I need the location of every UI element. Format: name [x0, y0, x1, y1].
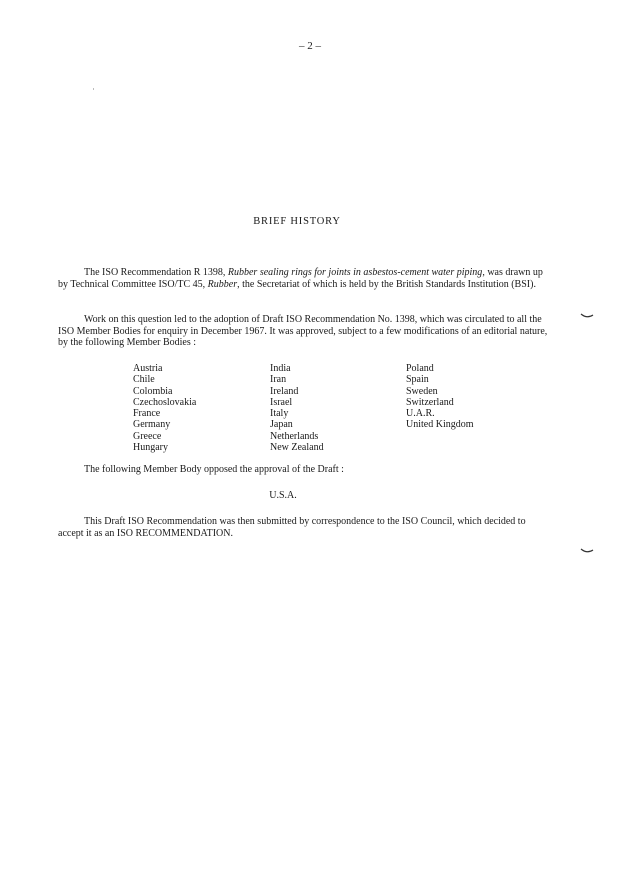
member-body: Iran [270, 374, 287, 386]
scan-speck [93, 88, 94, 90]
member-column-1 [133, 363, 196, 453]
margin-tick-mark [580, 548, 594, 554]
member-body: United Kingdom [406, 419, 474, 431]
member-body: Italy [270, 408, 289, 420]
opposing-member-body: U.S.A. [269, 490, 297, 501]
member-body: Germany [133, 419, 171, 431]
member-body: Greece [133, 430, 162, 442]
member-body: Czechoslovakia [133, 396, 197, 408]
member-body: New Zealand [270, 442, 324, 454]
member-body: Israel [270, 396, 293, 408]
member-body: Colombia [133, 385, 173, 397]
member-body: India [270, 363, 291, 374]
member-body: Spain [406, 374, 429, 386]
paragraph-origin-text-3: , the Secretariat of which is held by the British Standards Institution (BSI). [237, 278, 536, 290]
document-title-italic: Rubber sealing rings for joints in asbestos-cement water piping [227, 267, 483, 278]
paragraph-acceptance: This Draft ISO Recommendation was then submitted by correspondence to the ISO Council, which decided to accept it as an ISO RECOMMENDATION. [58, 516, 526, 539]
paragraph-origin [58, 267, 548, 290]
paragraph-approval: Work on this question led to the adoption of Draft ISO Recommendation No. 1398, which was circulated to all the ISO Member Bodies for enquiry in December 1967. It was approved, subject to a few modifications of an editorial nature, by the following Member Bodies : [58, 314, 548, 349]
member-column-2 [270, 363, 324, 453]
member-body: Hungary [133, 442, 168, 454]
section-title: BRIEF HISTORY [253, 216, 341, 227]
paragraph-origin-text-1: The ISO Recommendation R 1398, [84, 267, 228, 278]
member-body: U.A.R. [406, 408, 435, 420]
member-body: Austria [133, 363, 163, 374]
page-number: – 2 – [299, 40, 321, 52]
member-body: Sweden [406, 385, 438, 397]
member-column-3 [406, 363, 474, 431]
member-body: Poland [406, 363, 434, 374]
member-body: Japan [270, 419, 293, 431]
member-body: Chile [133, 374, 155, 386]
paragraph-opposition: The following Member Body opposed the approval of the Draft : [84, 464, 344, 475]
member-body: Netherlands [270, 430, 319, 442]
paragraph-origin-text-2: , was drawn up by Technical Committee ISO/TC 45, [58, 267, 543, 290]
member-body: Ireland [270, 385, 299, 397]
committee-name-italic: Rubber [207, 278, 238, 290]
member-body: France [133, 408, 161, 420]
member-body: Switzerland [406, 396, 454, 408]
margin-tick-mark [580, 313, 594, 319]
